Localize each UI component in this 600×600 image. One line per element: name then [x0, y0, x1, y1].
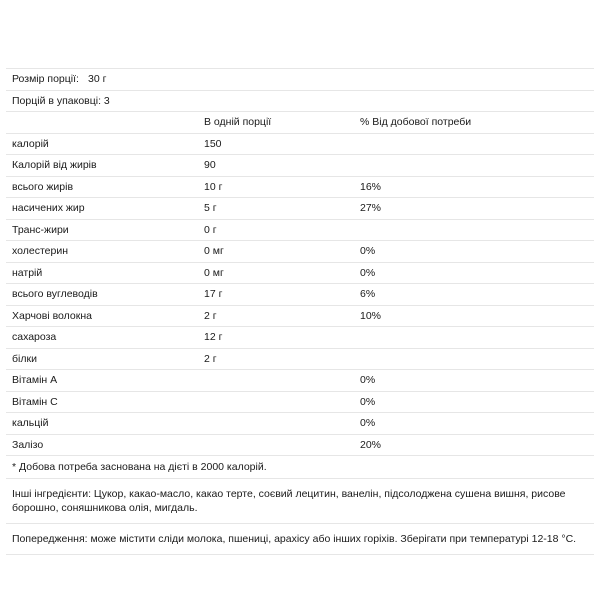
nutrient-name: білки	[12, 352, 37, 365]
table-row	[6, 262, 594, 284]
table-row	[6, 412, 594, 434]
table-row	[6, 133, 594, 155]
nutrient-daily-value: 10%	[360, 309, 382, 322]
per-serving-header: В одній порції	[204, 116, 272, 129]
nutrient-name: всього вуглеводів	[12, 288, 98, 301]
table-row	[6, 305, 594, 327]
nutrient-amount: 0 мг	[204, 245, 224, 258]
table-row	[6, 326, 594, 348]
daily-value-footnote-row	[6, 455, 594, 478]
nutrient-amount: 150	[204, 137, 222, 150]
nutrient-daily-value: 0%	[360, 374, 376, 387]
serving-size-row	[6, 68, 594, 90]
nutrient-name: Вітамін А	[12, 374, 58, 387]
table-row	[6, 283, 594, 305]
table-row	[6, 369, 594, 391]
nutrient-daily-value: 16%	[360, 180, 382, 193]
table-header	[6, 111, 594, 133]
nutrient-daily-value: 0%	[360, 395, 376, 408]
nutrient-name: калорій	[12, 137, 49, 150]
nutrient-amount: 5 г	[204, 202, 217, 215]
nutrient-name: Калорій від жирів	[12, 159, 97, 172]
table-row	[6, 176, 594, 198]
nutrient-daily-value: 0%	[360, 266, 376, 279]
serving-size-value: 30 г	[88, 73, 107, 86]
nutrient-amount: 10 г	[204, 180, 223, 193]
nutrient-name: Транс-жири	[12, 223, 69, 236]
daily-value-header: % Від добової потреби	[360, 116, 472, 129]
warning-block	[6, 523, 594, 555]
nutrient-amount: 17 г	[204, 288, 223, 301]
nutrient-amount: 90	[204, 159, 216, 172]
nutrient-daily-value: 20%	[360, 438, 382, 451]
nutrient-daily-value: 6%	[360, 288, 376, 301]
nutrient-amount: 2 г	[204, 352, 217, 365]
daily-value-footnote: * Добова потреба заснована на дієті в 2000 калорій.	[12, 461, 267, 473]
ingredients-block	[6, 478, 594, 523]
serving-size-label: Розмір порції:	[12, 73, 79, 86]
nutrient-amount: 0 г	[204, 223, 217, 236]
nutrient-amount: 12 г	[204, 331, 223, 344]
nutrient-daily-value: 27%	[360, 202, 382, 215]
nutrient-daily-value: 0%	[360, 417, 376, 430]
ingredients-text: Інші інгредієнти: Цукор, какао-масло, какао терте, соєвий лецитин, ванелін, підсолоджена сушена вишня, рисове борошно, соняшникова олія, мигдаль.	[12, 488, 566, 514]
nutrient-name: Вітамін С	[12, 395, 58, 408]
servings-per-container-row	[6, 90, 594, 112]
nutrient-daily-value: 0%	[360, 245, 376, 258]
nutrient-name: кальцій	[12, 417, 49, 430]
nutrient-name: натрій	[12, 266, 43, 279]
table-row	[6, 154, 594, 176]
nutrition-facts	[6, 68, 594, 555]
warning-text: Попередження: може містити сліди молока, пшениці, арахісу або інших горіхів. Зберігати при температурі 12-18 °С.	[12, 533, 577, 545]
nutrient-name: Залізо	[12, 438, 44, 451]
nutrient-amount: 2 г	[204, 309, 217, 322]
servings-per-container: Порцій в упаковці: 3	[12, 94, 110, 107]
nutrient-name: Харчові волокна	[12, 309, 92, 322]
table-row	[6, 219, 594, 241]
table-row	[6, 240, 594, 262]
table-row	[6, 434, 594, 456]
nutrient-name: насичених жир	[12, 202, 85, 215]
table-row	[6, 197, 594, 219]
table-row	[6, 348, 594, 370]
nutrient-name: сахароза	[12, 331, 57, 344]
nutrient-name: всього жирів	[12, 180, 74, 193]
nutrient-amount: 0 мг	[204, 266, 224, 279]
nutrient-rows	[6, 133, 594, 456]
table-row	[6, 391, 594, 413]
nutrient-name: холестерин	[12, 245, 68, 258]
